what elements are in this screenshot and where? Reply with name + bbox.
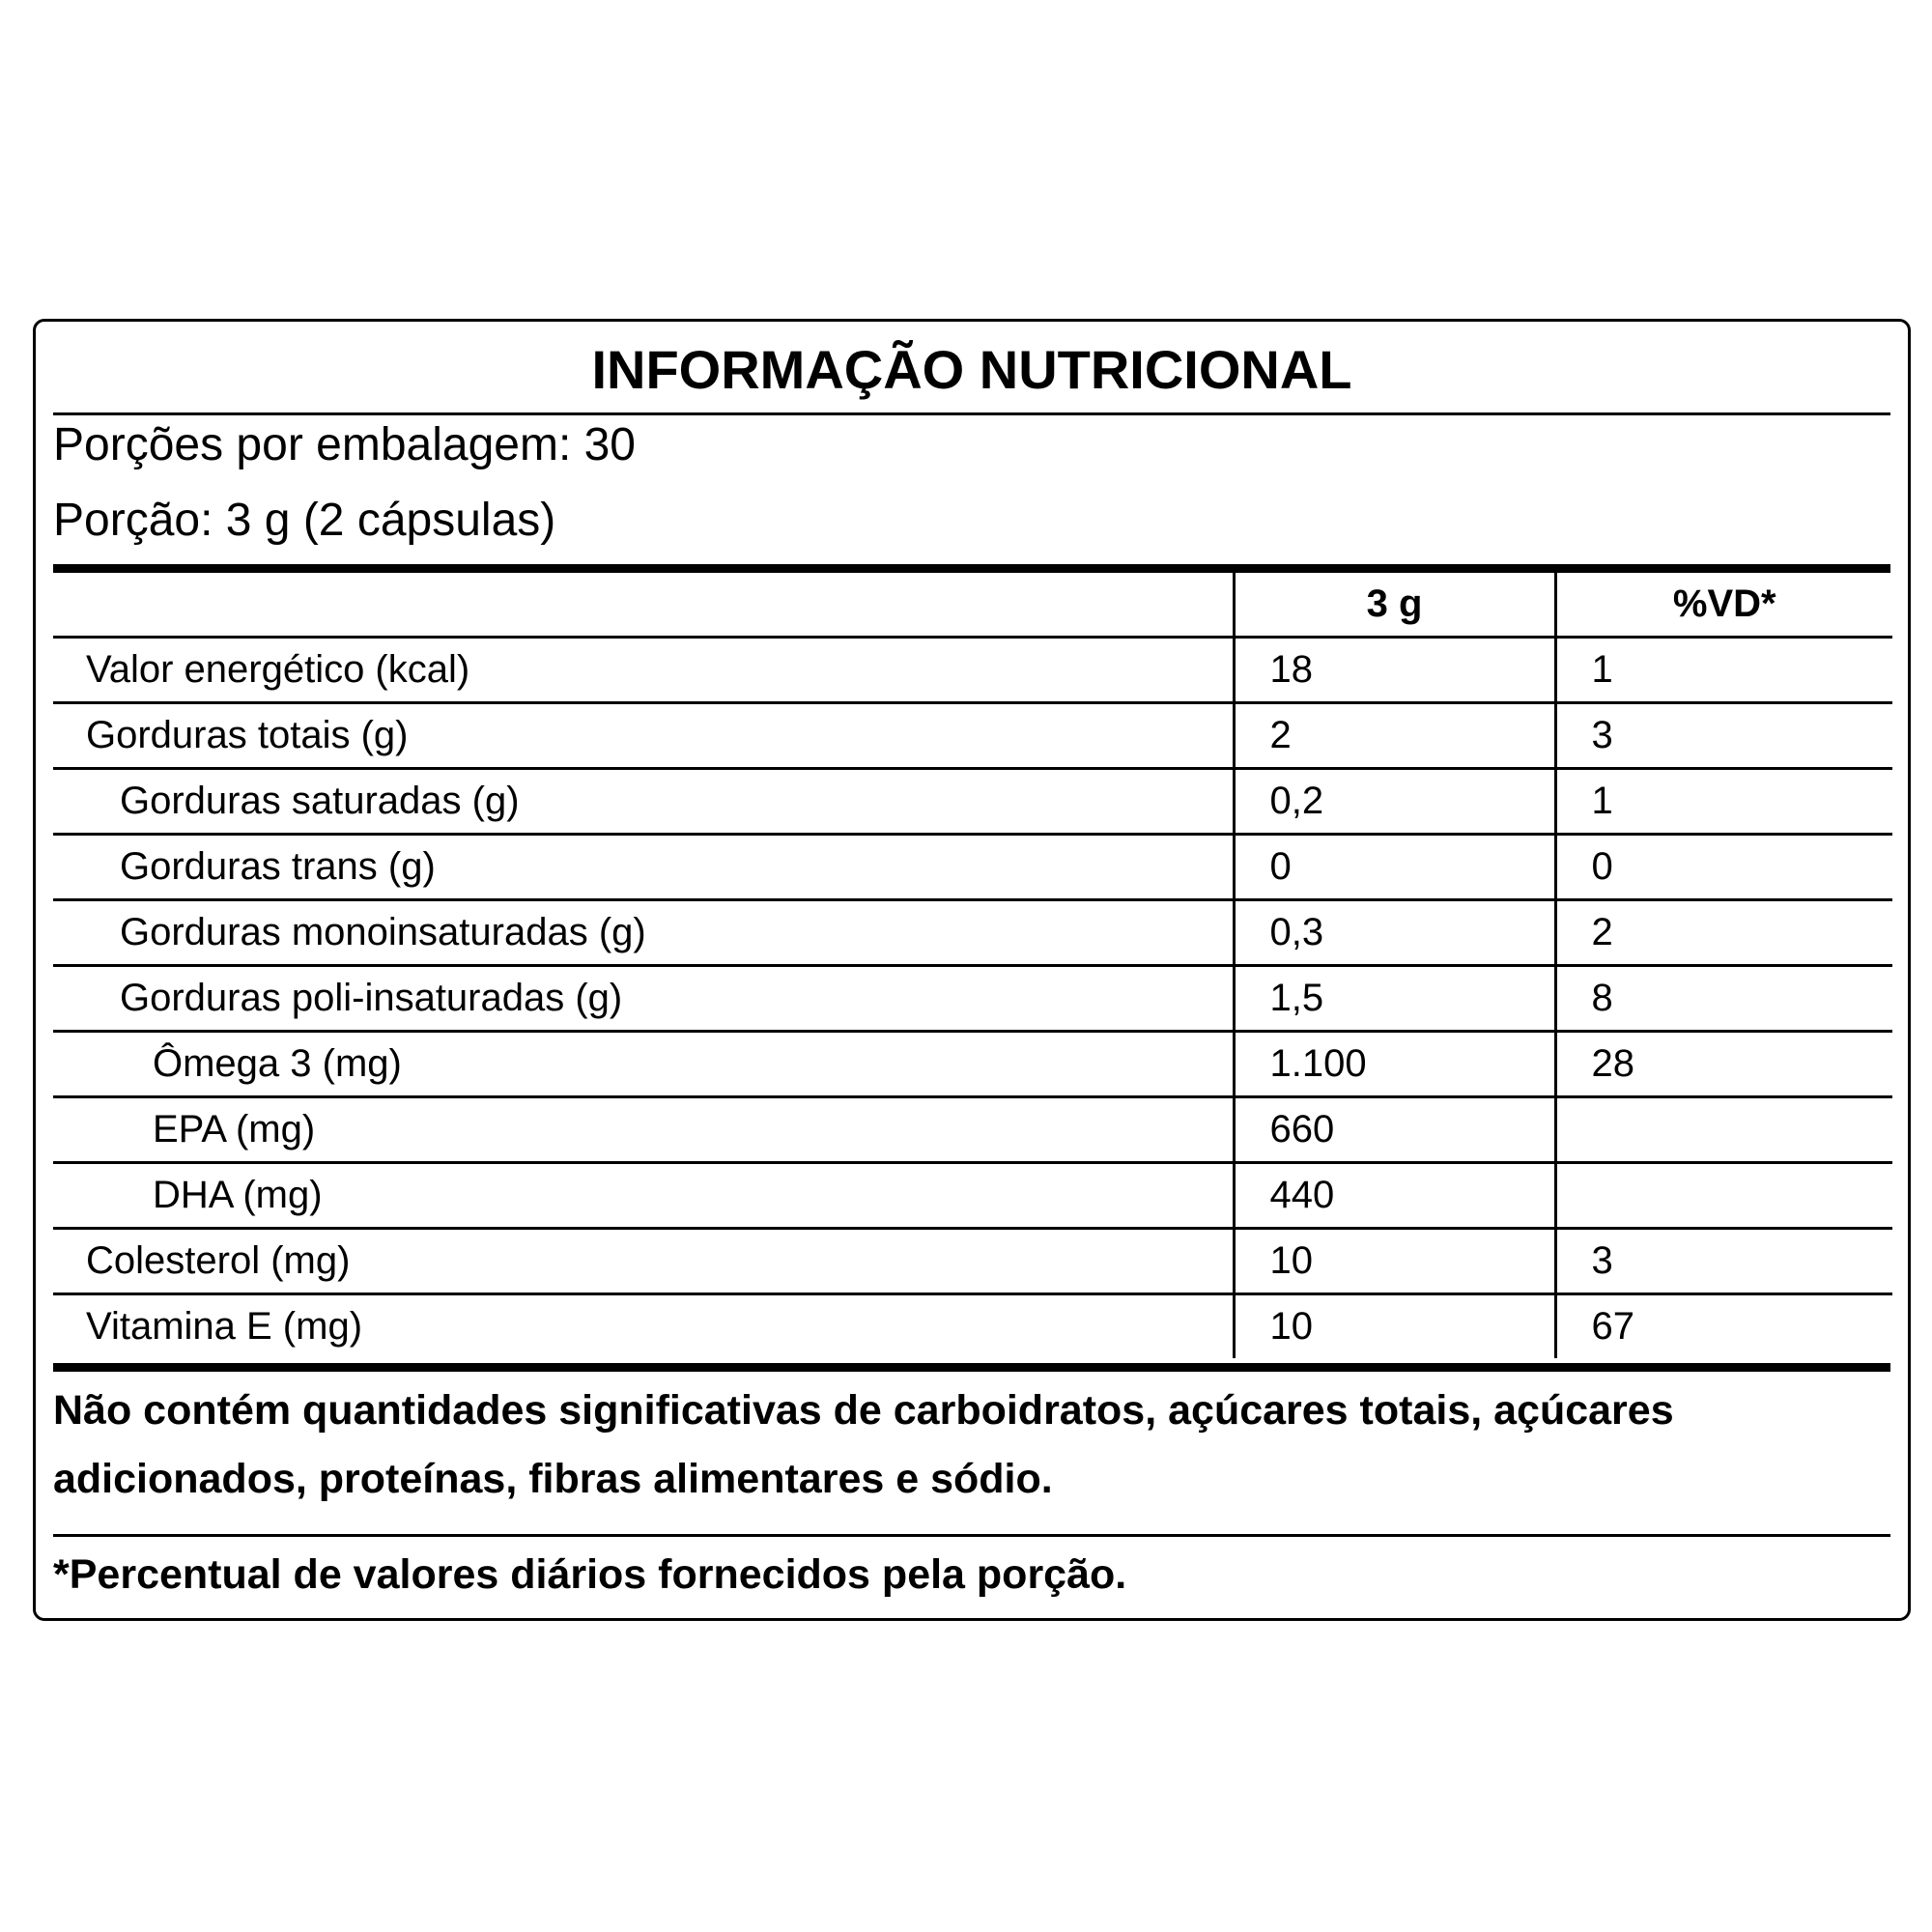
nutrient-quantity: 10 [1234, 1294, 1555, 1359]
nutrition-facts-panel [33, 319, 1911, 1621]
table-header-row [53, 573, 1892, 638]
nutrient-name: Gorduras trans (g) [53, 835, 1234, 900]
nutrient-name: Vitamina E (mg) [86, 1305, 363, 1348]
nutrition-table-body [53, 638, 1892, 1359]
table-row [53, 638, 1892, 703]
nutrient-name: Valor energético (kcal) [53, 638, 1234, 703]
table-bottom-divider [53, 1363, 1890, 1372]
nutrient-quantity: 0,3 [1234, 900, 1555, 966]
nutrient-daily-value: 0 [1555, 835, 1892, 900]
nutrient-daily-value: 8 [1555, 966, 1892, 1032]
table-row [53, 900, 1892, 966]
nutrient-quantity: 1.100 [1234, 1032, 1555, 1097]
nutrient-quantity: 440 [1234, 1163, 1555, 1229]
nutrient-daily-value: 3 [1555, 703, 1892, 769]
table-top-divider [53, 564, 1890, 573]
nutrient-daily-value: 1 [1555, 769, 1892, 835]
nutrient-daily-value: 3 [1555, 1229, 1892, 1294]
header-daily-value: %VD* [1555, 573, 1892, 638]
table-row [53, 1229, 1892, 1294]
table-row [53, 966, 1892, 1032]
nutrient-quantity: 2 [1234, 703, 1555, 769]
nutrient-name: Colesterol (mg) [53, 1229, 1234, 1294]
table-row [53, 1294, 1892, 1359]
servings-per-package: Porções por embalagem: 30 [53, 419, 636, 470]
nutrient-name: Ômega 3 (mg) [53, 1032, 1234, 1097]
nutrient-name: DHA (mg) [53, 1163, 1234, 1229]
nutrient-daily-value: 67 [1555, 1294, 1892, 1359]
nutrient-daily-value: 2 [1555, 900, 1892, 966]
daily-value-note: *Percentual de valores diários fornecidos pela porção. [53, 1551, 1127, 1598]
nutrient-name: Gorduras monoinsaturadas (g) [53, 900, 1234, 966]
nutrient-quantity: 18 [1234, 638, 1555, 703]
nutrient-quantity: 10 [1234, 1229, 1555, 1294]
panel-title: INFORMAÇÃO NUTRICIONAL [591, 339, 1352, 400]
not-significant-note: Não contém quantidades significativas de carboidratos, açúcares totais, açúcares adicionados, proteínas, fibras alimentares e sódio. [53, 1387, 1674, 1502]
table-row [53, 835, 1892, 900]
nutrient-quantity: 0 [1234, 835, 1555, 900]
title-divider [53, 412, 1890, 415]
nutrition-table [53, 573, 1892, 1358]
nutrient-daily-value [1555, 1163, 1892, 1229]
nutrient-daily-value: 28 [1555, 1032, 1892, 1097]
table-row [53, 1163, 1892, 1229]
serving-size: Porção: 3 g (2 cápsulas) [53, 495, 556, 546]
header-nutrient [53, 573, 1234, 638]
nutrient-name: Gorduras poli-insaturadas (g) [53, 966, 1234, 1032]
nutrient-quantity: 0,2 [1234, 769, 1555, 835]
nutrient-name: Gorduras totais (g) [53, 703, 1234, 769]
table-row [53, 703, 1892, 769]
nutrient-daily-value: 1 [1555, 638, 1892, 703]
nutrient-name: EPA (mg) [53, 1097, 1234, 1163]
table-row [53, 769, 1892, 835]
footnote-divider [53, 1534, 1890, 1537]
header-quantity: 3 g [1234, 573, 1555, 638]
nutrient-quantity: 1,5 [1234, 966, 1555, 1032]
nutrient-quantity: 660 [1234, 1097, 1555, 1163]
table-row [53, 1097, 1892, 1163]
table-row [53, 1032, 1892, 1097]
nutrient-daily-value [1555, 1097, 1892, 1163]
nutrient-name: Gorduras saturadas (g) [53, 769, 1234, 835]
